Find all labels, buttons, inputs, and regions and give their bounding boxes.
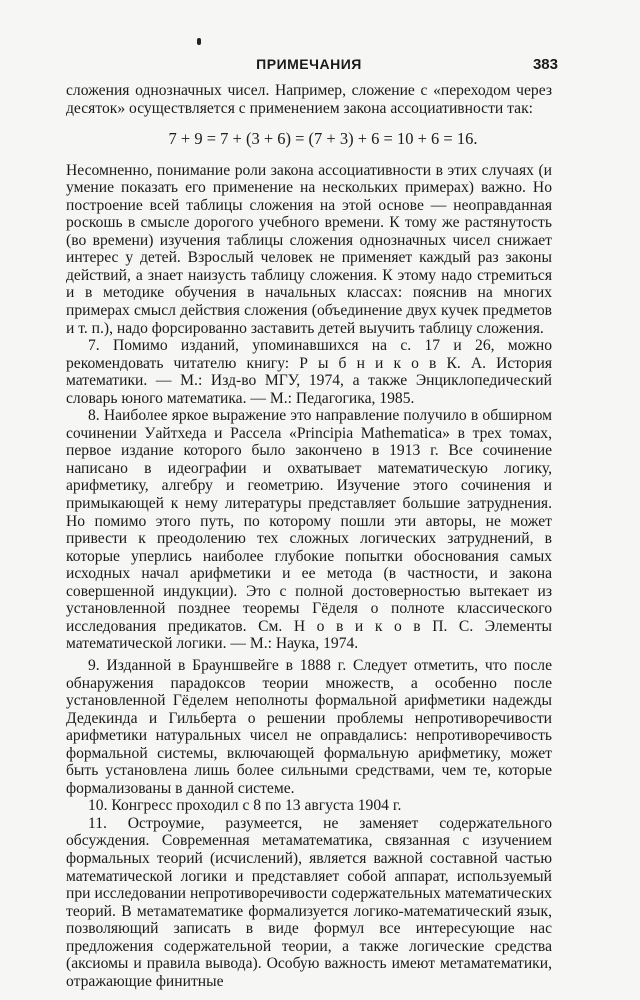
- book-page: [66, 56, 558, 990]
- note-7: 7. Помимо изданий, упоминавшихся на с. 17 и 26, можно рекомендовать читателю книгу: Р ы б н и к о в К. А. История математики. — М.: Изд-во МГУ, 1974, а также Энциклопедический словарь юного математика. — М.: Педагогика, 1985.: [66, 337, 552, 407]
- note-10: 10. Конгресс проходил с 8 по 13 августа 1904 г.: [88, 797, 402, 815]
- paragraph-continuation: сложения однозначных чисел. Например, сложение с «переходом через десяток» осуществляется с применением закона ассоциативности так:: [66, 82, 552, 117]
- page-number: 383: [532, 56, 558, 73]
- print-speck: [197, 38, 201, 45]
- note-8: 8. Наиболее яркое выражение это направление получило в обширном сочинении Уайтхеда и Рассела «Principia Mathematica» в трех томах, первое издание которого было закончено в 1913 г. Все сочинение написано в идеографии и охватывает математическую логику, арифметику, алгебру и геометрию. Изучение этого сочинения и примыкающей к нему литературы представляет большие затруднения. Но помимо этого путь, по которому пошли эти авторы, не может привести к преодолению тех сложных логических затруднений, в которые уперлись наиболее глубокие попытки обоснования самых исходных начал арифметики и ее метода (в частности, и закона совершенной индукции). Это с полной достоверностью вытекает из установленной позднее теоремы Гёделя о полноте классического исследования предикатов. См. Н о в и к о в П. С. Элементы математической логики. — М.: Наука, 1974.: [66, 407, 552, 653]
- formula-associativity: 7 + 9 = 7 + (3 + 6) = (7 + 3) + 6 = 10 + 6 = 16.: [168, 129, 478, 149]
- paragraph-table-discussion: Несомненно, понимание роли закона ассоциативности в этих случаях (и умение показать его применение на нескольких примерах) важно. Но построение всей таблицы сложения на этой основе — неоправданная роскошь в смысле дорогого учебного времени. К тому же растянутость (во времени) изучения таблицы сложения однозначных чисел снижает интерес у детей. Взрослый человек не применяет каждый раз законы действий, а знает наизусть таблицу сложения. К этому надо стремиться и в методике обучения в начальных классах: пояснив на многих примерах смысл действия сложения (объединение двух кучек предметов и т. п.), надо форсированно заставить детей выучить таблицу сложения.: [66, 161, 552, 337]
- page-body: [66, 82, 552, 990]
- page-header: [66, 56, 558, 82]
- running-title: ПРИМЕЧАНИЯ: [256, 56, 362, 72]
- note-9: 9. Изданной в Брауншвейге в 1888 г. Следует отметить, что после обнаружения парадоксов теории множеств, а особенно после установленной Гёделем неполноты формальной арифметики надежды Дедекинда и Гильберта о решении проблемы непротиворечивости арифметики натуральных чисел не оправдались: непротиворечивость формальной системы, включающей формальную арифметику, может быть установлена лишь более сильными средствами, чем те, которые формализованы в данной системе.: [66, 656, 552, 797]
- note-11: 11. Остроумие, разумеется, не заменяет содержательного обсуждения. Современная метаматематика, связанная с изучением формальных теорий (исчислений), является важной составной частью математической логики и представляет собой аппарат, используемый при исследовании непротиворечивости содержательных математических теорий. В метаматематике формализуется логико-математический язык, позволяющий записать в виде формул все интересующие нас предложения содержательной теории, а также логические средства (аксиомы и правила вывода). Особую важность имеют метаматематики, отражающие финитные: [66, 814, 552, 990]
